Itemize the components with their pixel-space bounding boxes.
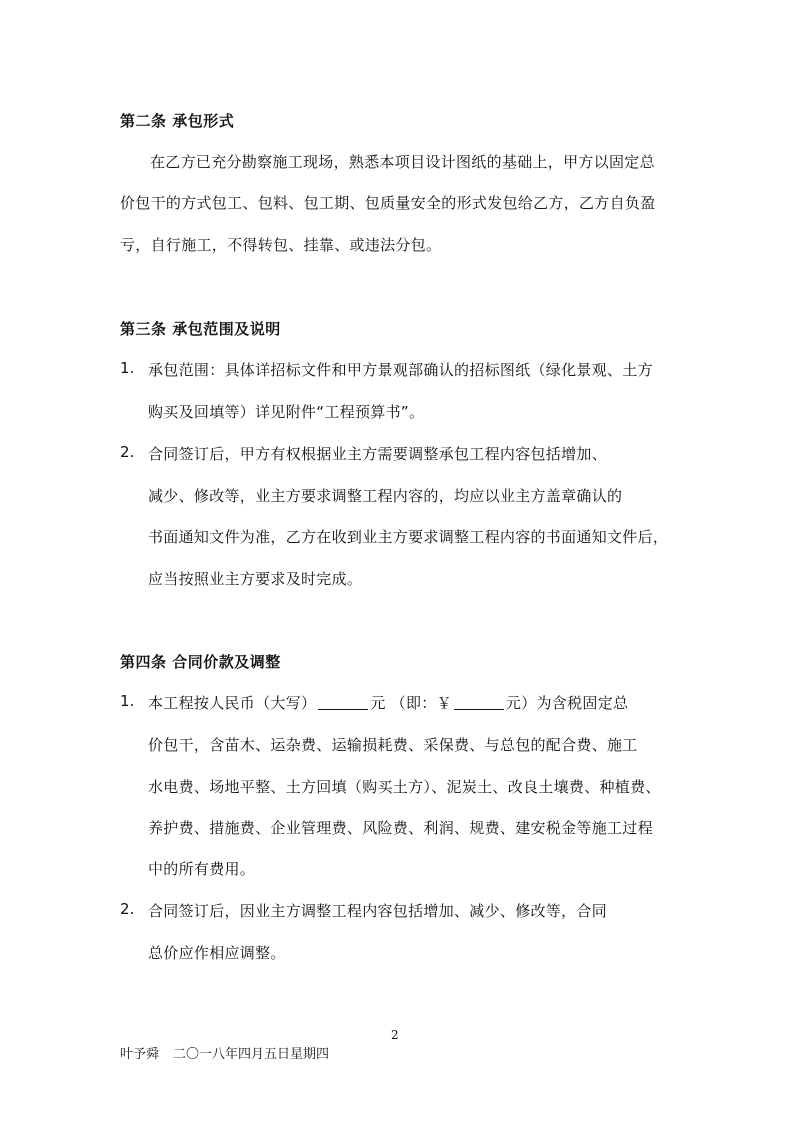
article-3-item-1-number: 1. bbox=[120, 359, 135, 377]
article-4-item-2-line-2: 总价应作相应调整。 bbox=[148, 944, 286, 962]
page-number: 2 bbox=[391, 1028, 399, 1042]
article-2-line-3: 亏，自行施工，不得转包、挂靠、或违法分包。 bbox=[120, 236, 442, 254]
article-3-item-1-line-1: 承包范围：具体详招标文件和甲方景观部确认的招标图纸（绿化景观、土方 bbox=[148, 361, 653, 379]
article-3-item-2-line-2: 减少、修改等，业主方要求调整工程内容的，均应以业主方盖章确认的 bbox=[148, 487, 623, 505]
amount-words-blank bbox=[318, 695, 368, 710]
article-2-line-2: 价包干的方式包工、包料、包工期、包质量安全的形式发包给乙方，乙方自负盈 bbox=[120, 194, 656, 212]
article-2-title: 第二条 承包形式 bbox=[120, 112, 235, 130]
article-4-item-2-number: 2. bbox=[120, 900, 135, 918]
article-3-item-2-line-4: 应当按照业主方要求及时完成。 bbox=[148, 570, 363, 588]
price-text-part-2: 元 （即：￥ bbox=[370, 694, 452, 712]
price-text-part-1: 本工程按人民币（大写） bbox=[148, 694, 317, 712]
article-4-item-1-line-2: 价包干，含苗木、运杂费、运输损耗费、采保费、与总包的配合费、施工 bbox=[148, 736, 638, 754]
article-4-title: 第四条 合同价款及调整 bbox=[120, 653, 281, 671]
footer-author: 叶予舜 bbox=[120, 1047, 160, 1062]
article-4-item-1-line-1 bbox=[148, 692, 628, 713]
article-4-item-2-line-1: 合同签订后，因业主方调整工程内容包括增加、减少、修改等，合同 bbox=[148, 902, 608, 920]
article-4-item-1-line-5: 中的所有费用。 bbox=[148, 860, 256, 878]
amount-figures-blank bbox=[454, 695, 504, 710]
article-4-item-1-line-4: 养护费、措施费、企业管理费、风险费、利润、规费、建安税金等施工过程 bbox=[148, 819, 653, 837]
footer bbox=[120, 1043, 343, 1062]
article-3-item-1-line-2: 购买及回填等）详见附件“工程预算书”。 bbox=[148, 403, 425, 421]
footer-date: 二〇一八年四月五日星期四 bbox=[173, 1047, 330, 1062]
article-3-item-2-number: 2. bbox=[120, 443, 135, 461]
article-2-line-1: 在乙方已充分勘察施工现场，熟悉本项目设计图纸的基础上，甲方以固定总 bbox=[150, 153, 655, 171]
article-4-item-1-line-3: 水电费、场地平整、土方回填（购买土方）、泥炭土、改良土壤费、种植费、 bbox=[148, 778, 661, 796]
article-3-item-2-line-1: 合同签订后，甲方有权根据业主方需要调整承包工程内容包括增加、 bbox=[148, 445, 608, 463]
article-3-title: 第三条 承包范围及说明 bbox=[120, 320, 281, 338]
article-4-item-1-number: 1. bbox=[120, 692, 135, 710]
price-text-part-3: 元）为含税固定总 bbox=[505, 694, 629, 712]
article-3-item-2-line-3: 书面通知文件为准，乙方在收到业主方要求调整工程内容的书面通知文件后， bbox=[148, 528, 669, 546]
